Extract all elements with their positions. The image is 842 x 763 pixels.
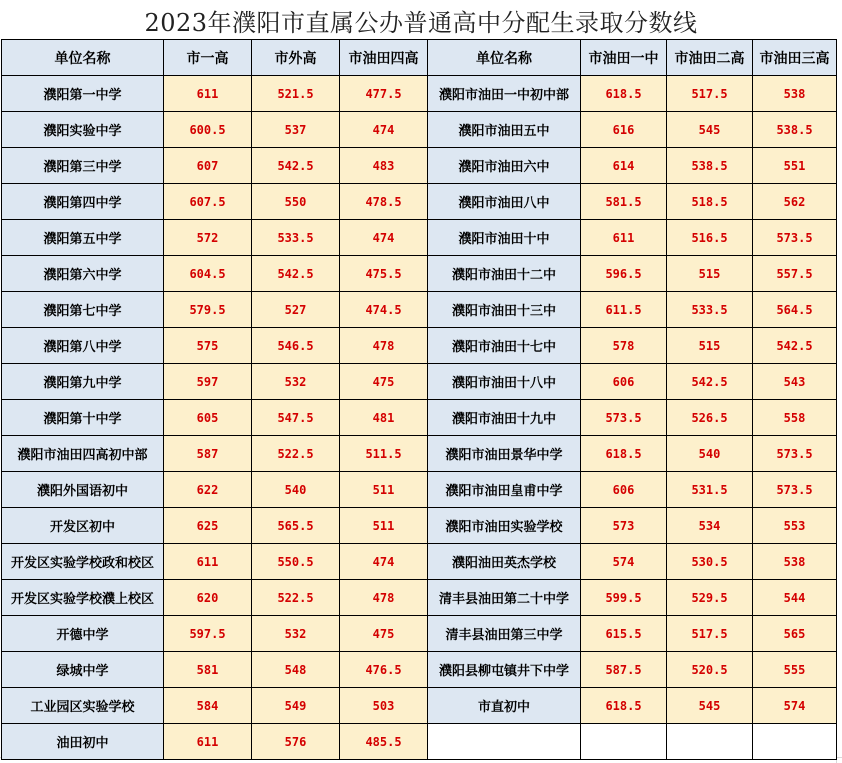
score-cell[interactable]: 511.5 [340, 436, 428, 472]
score-cell[interactable]: 544 [753, 580, 837, 616]
unit-name-cell[interactable]: 濮阳实验中学 [2, 112, 164, 148]
unit-name-cell[interactable]: 濮阳市油田实验学校 [428, 508, 581, 544]
unit-name-cell[interactable]: 濮阳市油田十九中 [428, 400, 581, 436]
score-cell[interactable]: 548 [252, 652, 340, 688]
header-youtian-san-gao[interactable]: 市油田三高 [753, 40, 837, 76]
score-cell[interactable]: 551 [753, 148, 837, 184]
score-cell[interactable]: 474 [340, 544, 428, 580]
header-unit-name-left[interactable]: 单位名称 [2, 40, 164, 76]
table-row [2, 364, 837, 400]
score-cell[interactable]: 618.5 [581, 436, 667, 472]
table-row [2, 688, 837, 724]
score-cell[interactable]: 573.5 [581, 400, 667, 436]
score-cell[interactable]: 597.5 [164, 616, 252, 652]
unit-name-cell[interactable]: 濮阳市油田十八中 [428, 364, 581, 400]
unit-name-cell[interactable]: 清丰县油田第二十中学 [428, 580, 581, 616]
score-cell[interactable]: 545 [667, 688, 753, 724]
score-cell[interactable]: 485.5 [340, 724, 428, 760]
unit-name-cell[interactable]: 濮阳市油田六中 [428, 148, 581, 184]
score-cell[interactable]: 581.5 [581, 184, 667, 220]
score-cell[interactable]: 546.5 [252, 328, 340, 364]
score-cell[interactable]: 530.5 [667, 544, 753, 580]
score-cell[interactable]: 478.5 [340, 184, 428, 220]
score-cell[interactable]: 474 [340, 220, 428, 256]
table-row [2, 616, 837, 652]
table-row [2, 292, 837, 328]
header-unit-name-right[interactable]: 单位名称 [428, 40, 581, 76]
score-table [1, 39, 837, 760]
score-cell[interactable]: 564.5 [753, 292, 837, 328]
table-row [2, 184, 837, 220]
score-cell[interactable]: 572 [164, 220, 252, 256]
score-cell[interactable]: 516.5 [667, 220, 753, 256]
unit-name-cell[interactable]: 油田初中 [2, 724, 164, 760]
score-cell[interactable]: 538 [753, 76, 837, 112]
score-cell[interactable]: 517.5 [667, 76, 753, 112]
unit-name-cell[interactable]: 绿城中学 [2, 652, 164, 688]
score-cell[interactable]: 474 [340, 112, 428, 148]
unit-name-cell[interactable]: 濮阳市油田景华中学 [428, 436, 581, 472]
unit-name-cell[interactable]: 市直初中 [428, 688, 581, 724]
unit-name-cell[interactable]: 濮阳市油田皇甫中学 [428, 472, 581, 508]
score-cell[interactable]: 597 [164, 364, 252, 400]
score-cell[interactable]: 526.5 [667, 400, 753, 436]
score-cell[interactable]: 596.5 [581, 256, 667, 292]
header-youtian-si-gao[interactable]: 市油田四高 [340, 40, 428, 76]
score-cell[interactable]: 529.5 [667, 580, 753, 616]
header-shi-wai-gao[interactable]: 市外高 [252, 40, 340, 76]
empty-cell[interactable] [581, 724, 667, 760]
table-row [2, 76, 837, 112]
empty-cell[interactable] [667, 724, 753, 760]
unit-name-cell[interactable]: 清丰县油田第三中学 [428, 616, 581, 652]
score-cell[interactable]: 581 [164, 652, 252, 688]
score-cell[interactable]: 573.5 [753, 436, 837, 472]
unit-name-cell[interactable]: 开发区初中 [2, 508, 164, 544]
score-cell[interactable]: 611 [164, 724, 252, 760]
score-cell[interactable]: 575 [164, 328, 252, 364]
score-cell[interactable]: 542.5 [252, 256, 340, 292]
score-cell[interactable]: 573.5 [753, 472, 837, 508]
unit-name-cell[interactable]: 工业园区实验学校 [2, 688, 164, 724]
score-cell[interactable]: 537 [252, 112, 340, 148]
score-cell[interactable]: 540 [252, 472, 340, 508]
unit-name-cell[interactable]: 濮阳县柳屯镇井下中学 [428, 652, 581, 688]
score-cell[interactable]: 553 [753, 508, 837, 544]
score-cell[interactable]: 550.5 [252, 544, 340, 580]
score-cell[interactable]: 522.5 [252, 436, 340, 472]
unit-name-cell[interactable]: 濮阳市油田八中 [428, 184, 581, 220]
score-cell[interactable]: 574 [753, 688, 837, 724]
score-cell[interactable]: 557.5 [753, 256, 837, 292]
score-cell[interactable]: 620 [164, 580, 252, 616]
score-cell[interactable]: 607 [164, 148, 252, 184]
score-cell[interactable]: 547.5 [252, 400, 340, 436]
score-cell[interactable]: 532 [252, 616, 340, 652]
score-cell[interactable]: 517.5 [667, 616, 753, 652]
score-cell[interactable]: 532 [252, 364, 340, 400]
unit-name-cell[interactable]: 濮阳第十中学 [2, 400, 164, 436]
unit-name-cell[interactable]: 开发区实验学校政和校区 [2, 544, 164, 580]
score-cell[interactable]: 558 [753, 400, 837, 436]
unit-name-cell[interactable]: 濮阳市油田十七中 [428, 328, 581, 364]
unit-name-cell[interactable]: 开德中学 [2, 616, 164, 652]
score-cell[interactable]: 475 [340, 616, 428, 652]
score-cell[interactable]: 542.5 [252, 148, 340, 184]
score-cell[interactable]: 478 [340, 580, 428, 616]
unit-name-cell[interactable]: 濮阳第七中学 [2, 292, 164, 328]
unit-name-cell[interactable]: 濮阳市油田一中初中部 [428, 76, 581, 112]
score-cell[interactable]: 616 [581, 112, 667, 148]
score-cell[interactable]: 527 [252, 292, 340, 328]
unit-name-cell[interactable]: 濮阳第一中学 [2, 76, 164, 112]
unit-name-cell[interactable]: 濮阳市油田十二中 [428, 256, 581, 292]
score-cell[interactable]: 550 [252, 184, 340, 220]
unit-name-cell[interactable]: 濮阳第六中学 [2, 256, 164, 292]
score-cell[interactable]: 533.5 [667, 292, 753, 328]
header-row [2, 40, 837, 76]
header-youtian-yi-zhong[interactable]: 市油田一中 [581, 40, 667, 76]
score-cell[interactable]: 618.5 [581, 688, 667, 724]
score-cell[interactable]: 515 [667, 256, 753, 292]
empty-cell[interactable] [753, 724, 837, 760]
score-cell[interactable]: 615.5 [581, 616, 667, 652]
score-cell[interactable]: 573 [581, 508, 667, 544]
table-row [2, 328, 837, 364]
score-cell[interactable]: 565 [753, 616, 837, 652]
score-cell[interactable]: 475 [340, 364, 428, 400]
score-cell[interactable]: 574 [581, 544, 667, 580]
unit-name-cell[interactable]: 濮阳外国语初中 [2, 472, 164, 508]
score-cell[interactable]: 573.5 [753, 220, 837, 256]
score-cell[interactable]: 576 [252, 724, 340, 760]
score-cell[interactable]: 611 [164, 544, 252, 580]
score-cell[interactable]: 518.5 [667, 184, 753, 220]
score-cell[interactable]: 538 [753, 544, 837, 580]
score-cell[interactable]: 607.5 [164, 184, 252, 220]
score-cell[interactable]: 555 [753, 652, 837, 688]
score-cell[interactable]: 622 [164, 472, 252, 508]
table-row [2, 724, 837, 760]
unit-name-cell[interactable]: 濮阳市油田四高初中部 [2, 436, 164, 472]
score-cell[interactable]: 625 [164, 508, 252, 544]
empty-cell[interactable] [428, 724, 581, 760]
score-cell[interactable]: 521.5 [252, 76, 340, 112]
score-cell[interactable]: 511 [340, 472, 428, 508]
table-row [2, 436, 837, 472]
unit-name-cell[interactable]: 濮阳市油田十中 [428, 220, 581, 256]
score-cell[interactable]: 481 [340, 400, 428, 436]
score-cell[interactable]: 476.5 [340, 652, 428, 688]
page-title: 2023年濮阳市直属公办普通高中分配生录取分数线 [0, 0, 842, 40]
score-cell[interactable]: 614 [581, 148, 667, 184]
score-cell[interactable]: 606 [581, 364, 667, 400]
score-cell[interactable]: 542.5 [753, 328, 837, 364]
score-cell[interactable]: 618.5 [581, 76, 667, 112]
score-cell[interactable]: 599.5 [581, 580, 667, 616]
table-row [2, 148, 837, 184]
score-cell[interactable]: 475.5 [340, 256, 428, 292]
score-cell[interactable]: 545 [667, 112, 753, 148]
score-cell[interactable]: 578 [581, 328, 667, 364]
score-cell[interactable]: 604.5 [164, 256, 252, 292]
score-cell[interactable]: 587 [164, 436, 252, 472]
unit-name-cell[interactable]: 濮阳第八中学 [2, 328, 164, 364]
score-cell[interactable]: 611 [581, 220, 667, 256]
score-cell[interactable]: 477.5 [340, 76, 428, 112]
score-cell[interactable]: 538.5 [753, 112, 837, 148]
score-cell[interactable]: 584 [164, 688, 252, 724]
unit-name-cell[interactable]: 濮阳第九中学 [2, 364, 164, 400]
score-cell[interactable]: 549 [252, 688, 340, 724]
score-cell[interactable]: 542.5 [667, 364, 753, 400]
score-cell[interactable]: 540 [667, 436, 753, 472]
table-row [2, 508, 837, 544]
table-row [2, 112, 837, 148]
score-cell[interactable]: 533.5 [252, 220, 340, 256]
score-cell[interactable]: 600.5 [164, 112, 252, 148]
score-cell[interactable]: 605 [164, 400, 252, 436]
unit-name-cell[interactable]: 濮阳市油田十三中 [428, 292, 581, 328]
score-cell[interactable]: 543 [753, 364, 837, 400]
score-cell[interactable]: 538.5 [667, 148, 753, 184]
table-row [2, 472, 837, 508]
unit-name-cell[interactable]: 开发区实验学校濮上校区 [2, 580, 164, 616]
table-row [2, 652, 837, 688]
unit-name-cell[interactable]: 濮阳第四中学 [2, 184, 164, 220]
header-shi-yi-gao[interactable]: 市一高 [164, 40, 252, 76]
score-cell[interactable]: 520.5 [667, 652, 753, 688]
score-cell[interactable]: 579.5 [164, 292, 252, 328]
score-cell[interactable]: 478 [340, 328, 428, 364]
table-row [2, 220, 837, 256]
score-cell[interactable]: 611 [164, 76, 252, 112]
unit-name-cell[interactable]: 濮阳油田英杰学校 [428, 544, 581, 580]
table-row [2, 256, 837, 292]
score-cell[interactable]: 503 [340, 688, 428, 724]
score-cell[interactable]: 511 [340, 508, 428, 544]
header-youtian-er-gao[interactable]: 市油田二高 [667, 40, 753, 76]
score-cell[interactable]: 515 [667, 328, 753, 364]
unit-name-cell[interactable]: 濮阳市油田五中 [428, 112, 581, 148]
unit-name-cell[interactable]: 濮阳第五中学 [2, 220, 164, 256]
score-cell[interactable]: 483 [340, 148, 428, 184]
score-cell[interactable]: 474.5 [340, 292, 428, 328]
score-cell[interactable]: 565.5 [252, 508, 340, 544]
score-cell[interactable]: 534 [667, 508, 753, 544]
score-cell[interactable]: 611.5 [581, 292, 667, 328]
table-row [2, 544, 837, 580]
table-row [2, 400, 837, 436]
score-cell[interactable]: 606 [581, 472, 667, 508]
score-cell[interactable]: 562 [753, 184, 837, 220]
score-cell[interactable]: 531.5 [667, 472, 753, 508]
table-row [2, 580, 837, 616]
score-cell[interactable]: 587.5 [581, 652, 667, 688]
score-cell[interactable]: 522.5 [252, 580, 340, 616]
unit-name-cell[interactable]: 濮阳第三中学 [2, 148, 164, 184]
